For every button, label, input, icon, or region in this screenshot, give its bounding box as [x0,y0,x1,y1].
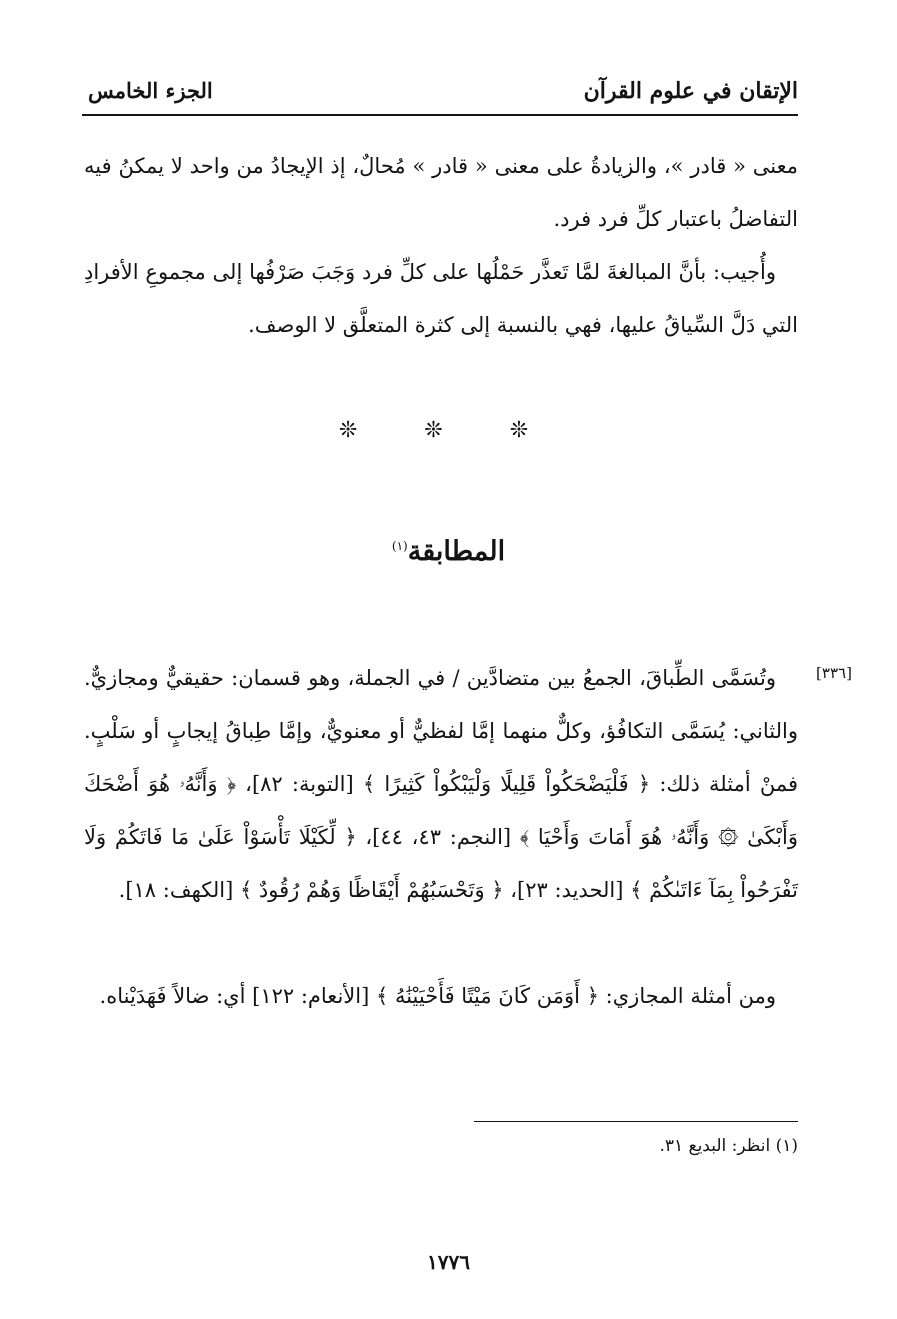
section-paragraph: وتُسَمَّى الطِّباقَ، الجمعُ بين متضادَّين / في الجملة، وهو قسمان: حقيقيٌّ ومجازيٌّ. والثاني: يُسَمَّى التكافُؤ، وكلٌّ منهما إمَّا لفظيٌّ أو معنويٌّ، وإمَّا طِباقُ إيجابٍ أو سَلْبٍ. فمنْ أمثلة ذلك: ﴿ فَلْيَضْحَكُواْ قَلِيلًا وَلْيَبْكُواْ كَثِيرًا ﴾ [التوبة: ٨٢]، ﴿ وَأَنَّهُۥ هُوَ أَضْحَكَ وَأَبْكَىٰ ۞ وَأَنَّهُۥ هُوَ أَمَاتَ وَأَحْيَا ﴾ [النجم: ٤٣، ٤٤]، ﴿ لِّكَيْلَا تَأْسَوْاْ عَلَىٰ مَا فَاتَكُمْ وَلَا تَفْرَحُواْ بِمَآ ءَاتَىٰكُمْ ﴾ [الحديد: ٢٣]، ﴿ وَتَحْسَبُهُمْ أَيْقَاظًا وَهُمْ رُقُودٌ ﴾ [الكهف: ١٨]. [84,666,799,902]
footnote-marker: (١) [391,539,408,553]
body-paragraph: وأُجيب: بأنَّ المبالغةَ لمَّا تَعذَّر حَمْلُها على كلِّ فرد وَجَبَ صَرْفُها إلى مجموعِ الأفرادِ التي دَلَّ السِّياقُ عليها، فهي بالنسبة إلى كثرة المتعلَّق لا الوصف. [84,260,798,337]
section-paragraph: ومن أمثلة المجازي: ﴿ أَوَمَن كَانَ مَيْتًا فَأَحْيَيْنَٰهُ ﴾ [الأنعام: ١٢٢] أي: ضالاً فَهَدَيْناه. [99,984,776,1008]
volume-label: الجزء الخامس [88,78,213,103]
section-title: المطابقة [407,536,506,567]
section-separator: ❊ ❊ ❊ [338,418,559,443]
running-header [82,74,798,116]
book-title: الإتقان في علوم القرآن [583,78,798,104]
page-number: ١٧٧٦ [427,1250,470,1274]
section-heading [0,536,897,567]
margin-page-reference: [٣٣٦] [816,664,852,682]
body-paragraph: معنى « قادر »، والزيادةُ على معنى « قادر » مُحالٌ، إذ الإيجادُ من واحد لا يمكنُ فيه التفاضلُ باعتبار كلِّ فرد فرد. [84,154,798,231]
footnote: (١) انظر: البديع ٣١. [659,1136,798,1156]
footnote-divider [474,1121,798,1122]
